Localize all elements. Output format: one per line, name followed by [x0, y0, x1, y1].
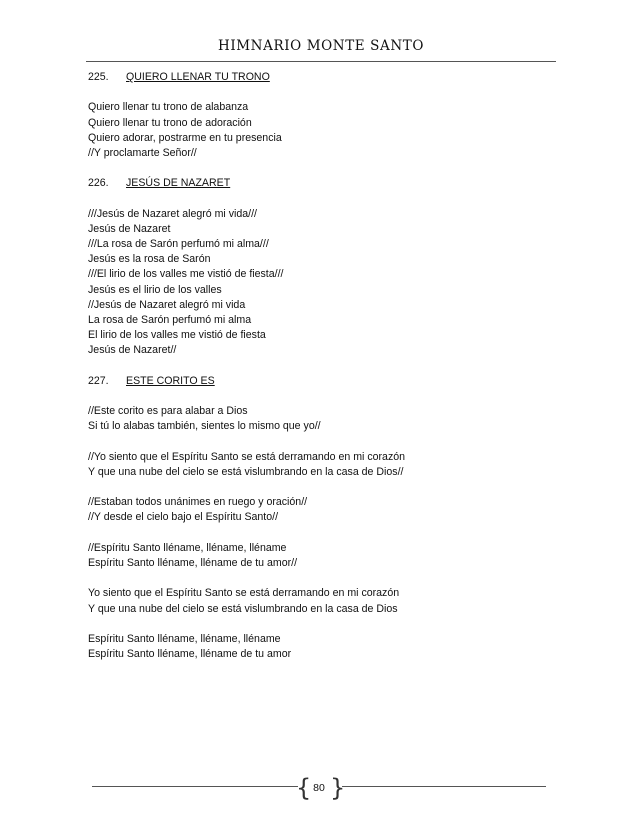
footer-rule-right [342, 786, 546, 787]
lyric-line: ///La rosa de Sarón perfumó mi alma/// [88, 238, 269, 251]
lyric-line: ///El lirio de los valles me vistió de fiesta/// [88, 268, 284, 281]
hymn-number: 227. [88, 374, 109, 387]
lyric-line: Espíritu Santo lléname, lléname, lléname [88, 632, 281, 645]
lyric-line: Jesús es la rosa de Sarón [88, 253, 211, 266]
lyric-line: Quiero adorar, postrarme en tu presencia [88, 131, 282, 144]
lyric-line: La rosa de Sarón perfumó mi alma [88, 314, 252, 326]
page-content [88, 70, 558, 662]
lyric-line: //Este corito es para alabar a Dios [88, 405, 248, 418]
lyric-line: //Jesús de Nazaret alegró mi vida [88, 298, 246, 311]
header-title: HIMNARIO MONTE SANTO [217, 38, 425, 54]
lyric-line: El lirio de los valles me vistió de fiesta [88, 329, 266, 342]
lyric-line: Jesús de Nazaret// [88, 344, 177, 357]
lyric-line: Y que una nube del cielo se está vislumbrando en la casa de Dios [88, 602, 398, 615]
lyric-line: Y que una nube del cielo se está vislumbrando en la casa de Dios// [88, 465, 404, 478]
left-brace-icon: { [296, 774, 312, 802]
hymn-number: 225. [88, 71, 109, 83]
lyric-line: Jesús es el lirio de los valles [88, 283, 222, 296]
lyric-line: //Y desde el cielo bajo el Espíritu Santo// [88, 511, 279, 524]
hymn-title: ESTE CORITO ES [126, 374, 215, 387]
footer-rule-left [92, 786, 298, 787]
lyric-line: ///Jesús de Nazaret alegró mi vida/// [88, 207, 257, 220]
hymn-number: 226. [88, 177, 109, 190]
lyric-line: Yo siento que el Espíritu Santo se está derramando en mi corazón [88, 587, 400, 600]
lyric-line: //Estaban todos unánimes en ruego y oración// [88, 496, 308, 509]
right-brace-icon: } [330, 774, 346, 802]
lyric-line: Jesús de Nazaret [88, 222, 171, 235]
hymn-title: JESÚS DE NAZARET [126, 177, 231, 190]
hymn-heading [88, 176, 558, 191]
lyric-line: //Espíritu Santo lléname, lléname, lléname [88, 541, 287, 554]
lyric-line: Si tú lo alabas también, sientes lo mismo que yo// [88, 420, 321, 433]
hymn-title: QUIERO LLENAR TU TRONO [126, 71, 270, 83]
page-number: 80 [313, 782, 325, 794]
lyric-line: Quiero llenar tu trono de alabanza [88, 101, 249, 114]
lyric-line: Quiero llenar tu trono de adoración [88, 116, 252, 129]
lyric-line: //Y proclamarte Señor// [88, 146, 197, 159]
hymn-heading [88, 70, 558, 85]
hymn-heading [88, 374, 558, 389]
lyric-line: Espíritu Santo lléname, lléname de tu amor [88, 648, 292, 661]
page-header [86, 37, 556, 62]
lyric-line: //Yo siento que el Espíritu Santo se está derramando en mi corazón [88, 450, 406, 463]
lyric-line: Espíritu Santo lléname, lléname de tu amor// [88, 557, 298, 569]
